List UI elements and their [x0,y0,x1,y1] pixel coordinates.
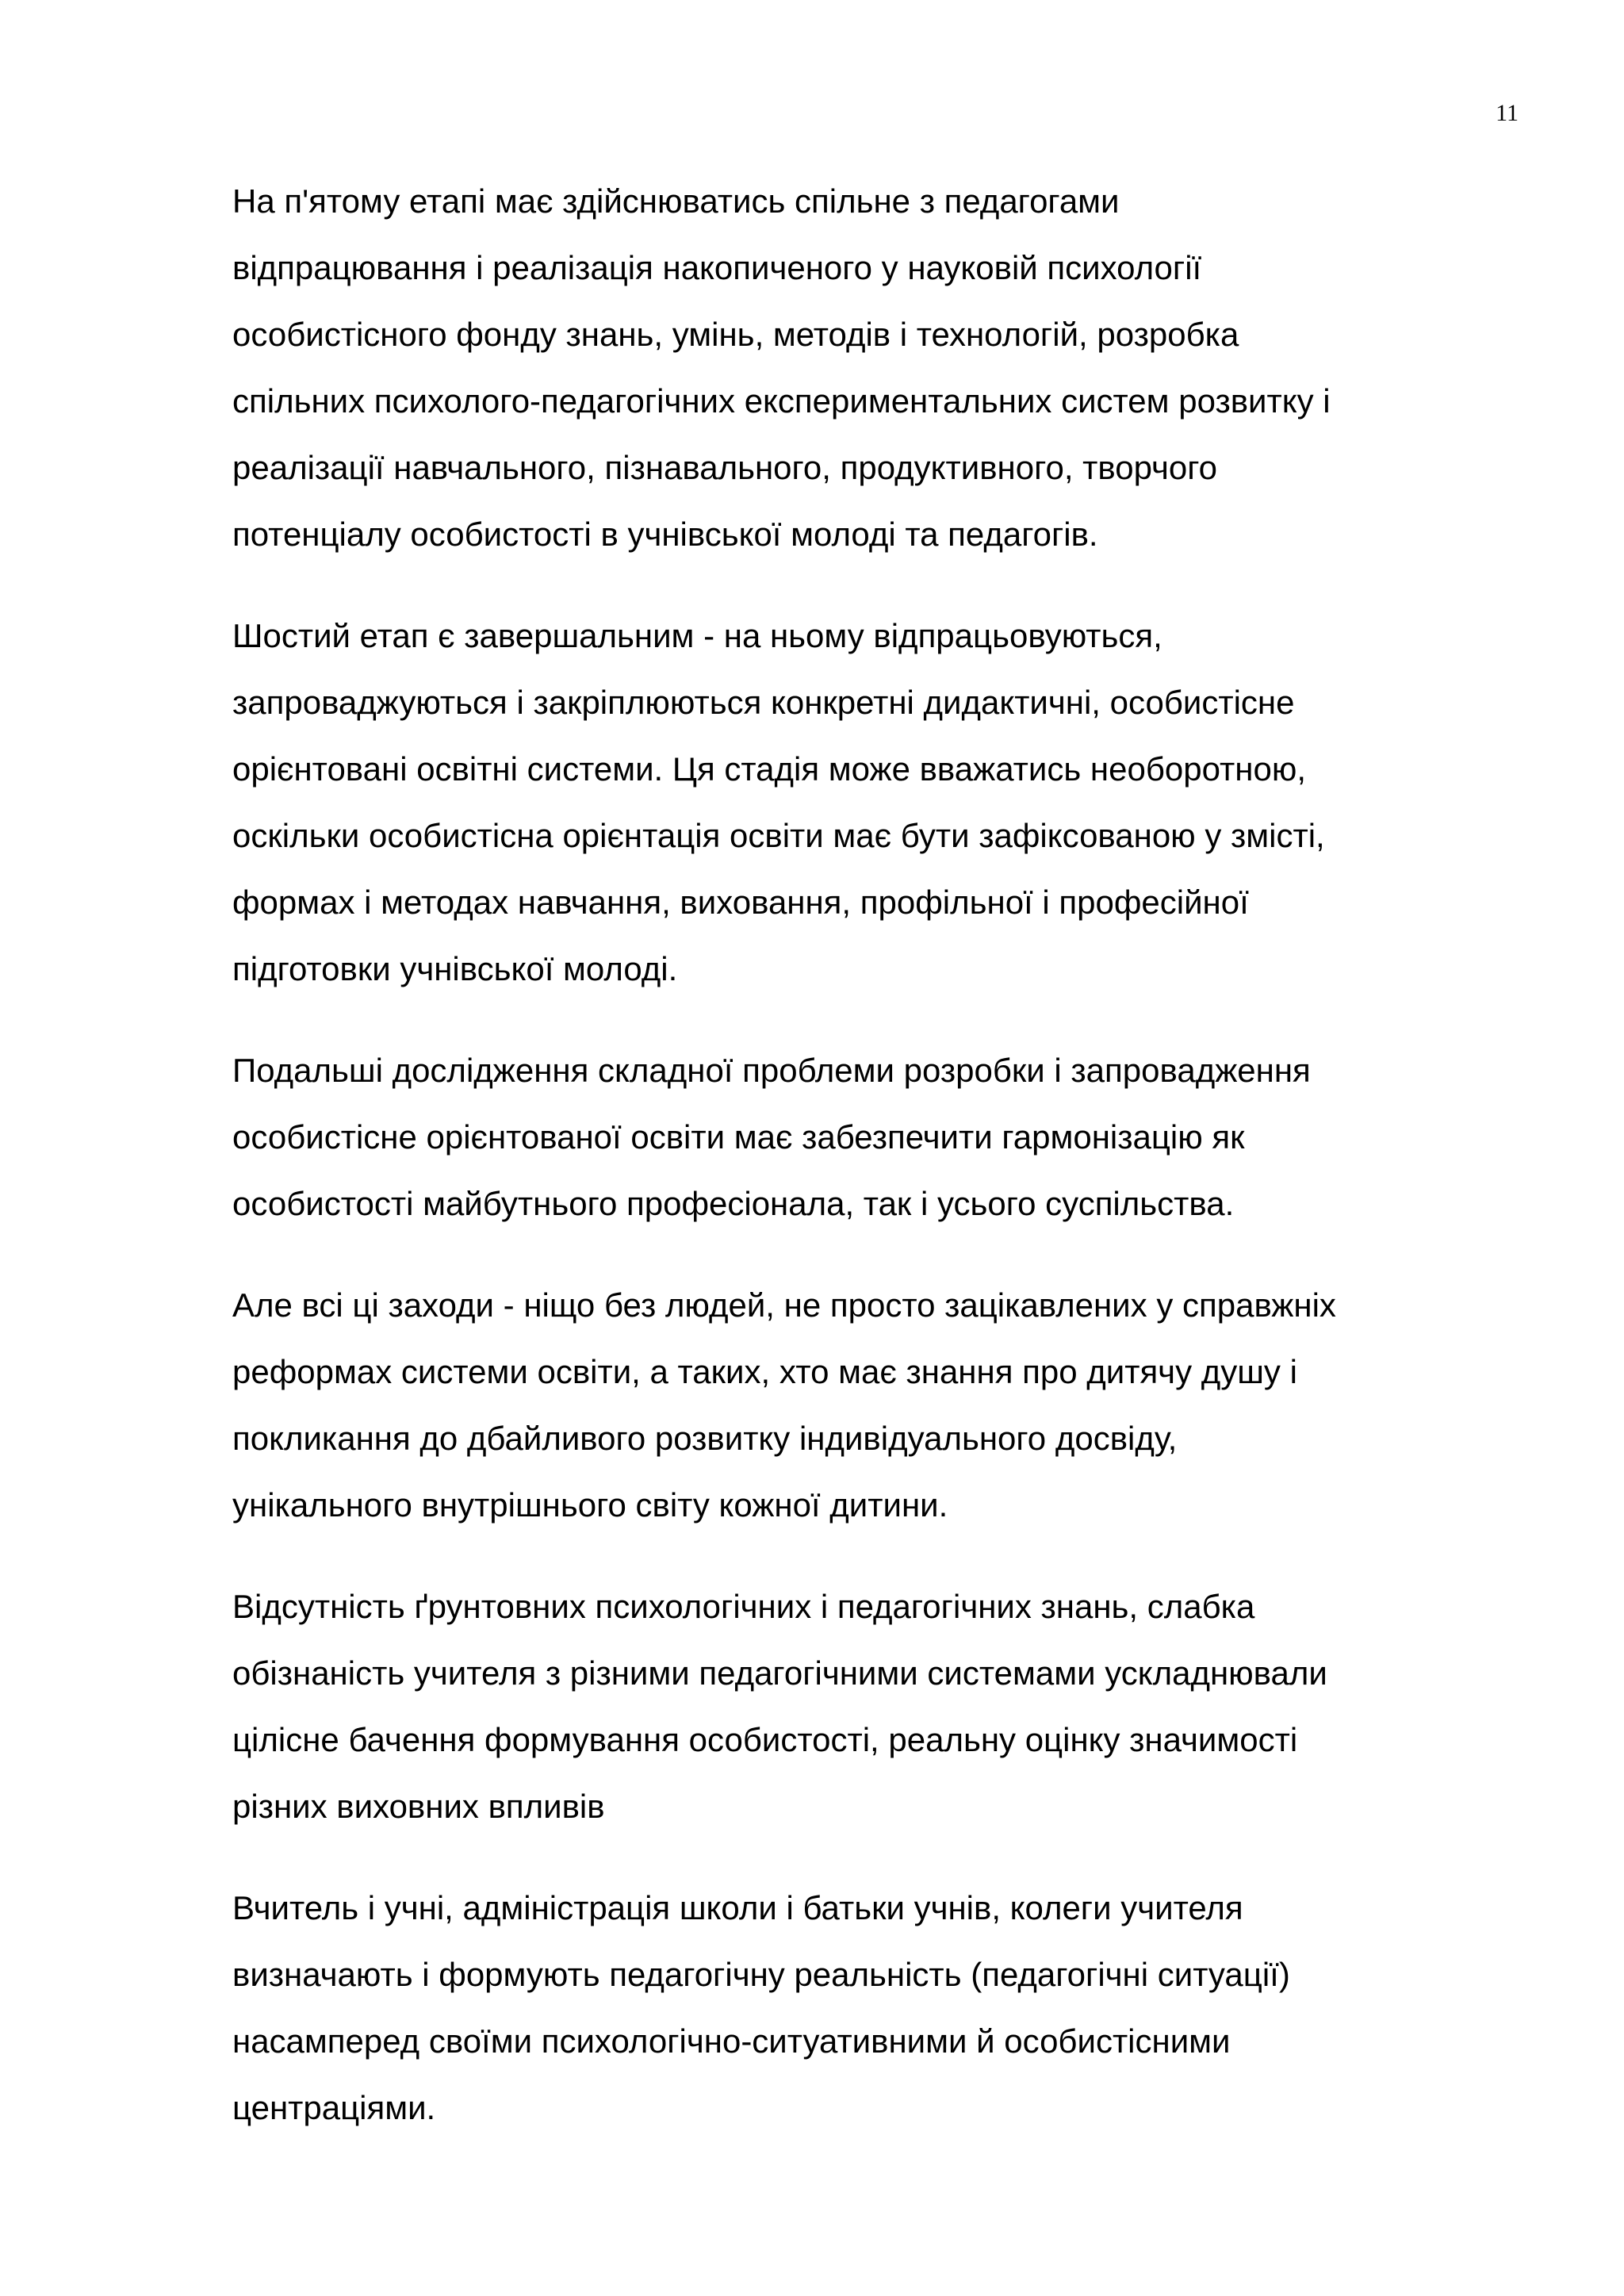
paragraph-further-research: Подальші дослідження складної проблеми розробки і запровадження особистісне орієнтованої освіти має забезпечити гармонізацію як особистості майбутнього професіонала, так і усього суспільства. [232,1052,1311,1222]
document-body [232,168,1525,2176]
paragraph-pedagogical-reality: Вчитель і учні, адміністрація школи і батьки учнів, колеги учителя визначають і формують педагогічну реальність (педагогічні ситуації) насамперед своїми психологічно-ситуативними й особистісними центраціями. [232,1889,1290,2126]
paragraph-stage-five: На п'ятому етапі має здійснюватись спільне з педагогами відпрацювання і реалізація накопиченого у науковій психології особистісного фонду знань, умінь, методів і технологій, розробка спільних психолого-педагогічних експериментальних систем розвитку і реалізації навчального, пізнавального, продуктивного, творчого потенціалу особистості в учнівської молоді та педагогів. [232,182,1331,553]
paragraph-lack-of-knowledge: Відсутність ґрунтовних психологічних і педагогічних знань, слабка обізнаність учителя з різними педагогічними системами ускладнювали цілісне бачення формування особистості, реальну оцінку значимості різних виховних впливів [232,1588,1327,1825]
paragraph-people: Але всі ці заходи - ніщо без людей, не просто зацікавлених у справжніх реформах системи освіти, а таких, хто має знання про дитячу душу і покликання до дбайливого розвитку індивідуального досвіду, унікального внутрішнього світу кожної дитини. [232,1286,1336,1524]
paragraph-stage-six: Шостий етап є завершальним - на ньому відпрацьовуються, запроваджуються і закріплюються конкретні дидактичні, особистісне орієнтовані освітні системи. Ця стадія може вважатись необоротною, оскільки особистісна орієнтація освіти має бути зафіксованою у змісті, формах і методах навчання, виховання, профільної і професійної підготовки учнівської молоді. [232,617,1325,987]
page-number: 11 [1496,100,1519,126]
